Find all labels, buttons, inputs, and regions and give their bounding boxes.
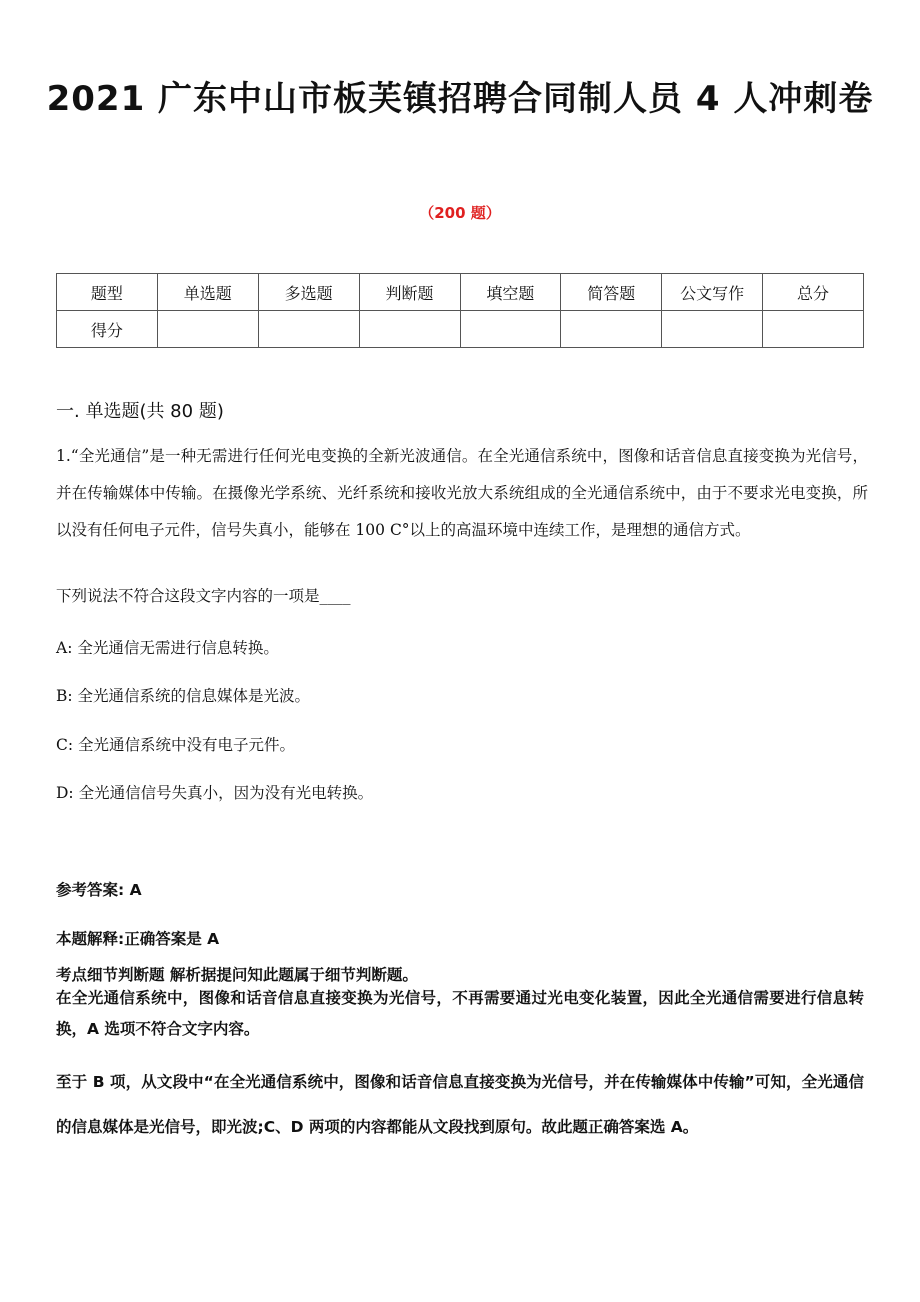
header-cell-single: 单选题 xyxy=(157,274,258,311)
header-cell-document-writing: 公文写作 xyxy=(662,274,763,311)
score-row-label: 得分 xyxy=(57,311,158,348)
explanation-heading: 本题解释:正确答案是 A xyxy=(56,930,220,948)
explanation-paragraph-1: 在全光通信系统中，图像和话音信息直接变换为光信号，不再需要通过光电变化装置，因此全光通信需要进行信息转换，A 选项不符合文字内容。 xyxy=(56,989,864,1038)
score-cell xyxy=(561,311,662,348)
header-cell-total: 总分 xyxy=(763,274,864,311)
header-cell-fill: 填空题 xyxy=(460,274,561,311)
score-cell xyxy=(460,311,561,348)
score-cell xyxy=(763,311,864,348)
option-c: C: 全光通信系统中没有电子元件。 xyxy=(56,736,296,754)
option-b: B: 全光通信系统的信息媒体是光波。 xyxy=(56,687,311,705)
header-cell-judge: 判断题 xyxy=(359,274,460,311)
score-cell xyxy=(359,311,460,348)
score-table xyxy=(56,273,864,348)
score-cell xyxy=(662,311,763,348)
header-cell-multiple: 多选题 xyxy=(258,274,359,311)
explanation-paragraph-2: 至于 B 项，从文段中“在全光通信系统中，图像和话音信息直接变换为光信号，并在传输媒体中传输”可知，全光通信的信息媒体是光信号，即光波;C、D 两项的内容都能从文段找到原句。故此题正确答案选 A。 xyxy=(56,1073,864,1136)
option-a: A: 全光通信无需进行信息转换。 xyxy=(56,639,279,657)
reference-answer: 参考答案: A xyxy=(56,881,142,899)
question-text: 1.“全光通信”是一种无需进行任何光电变换的全新光波通信。在全光通信系统中，图像和话音信息直接变换为光信号，并在传输媒体中传输。在摄像光学系统、光纤系统和接收光放大系统组成的全光通信系统中，由于不要求光电变换，所以没有任何电子元件，信号失真小，能够在 100 C°以上的高温环境中连续工作，是理想的通信方式。 xyxy=(56,447,868,539)
score-cell xyxy=(157,311,258,348)
question-prompt: 下列说法不符合这段文字内容的一项是____ xyxy=(56,587,351,605)
score-table-header-row xyxy=(57,274,864,311)
header-cell-short-answer: 简答题 xyxy=(561,274,662,311)
option-d: D: 全光通信信号失真小，因为没有光电转换。 xyxy=(56,784,374,802)
header-cell-type: 题型 xyxy=(57,274,158,311)
question-count: （200 题） xyxy=(419,204,501,222)
explanation-point: 考点细节判断题 解析据提问知此题属于细节判断题。 xyxy=(56,966,418,984)
score-table-score-row xyxy=(57,311,864,348)
score-cell xyxy=(258,311,359,348)
document-title: 2021 广东中山市板芙镇招聘合同制人员 4 人冲刺卷 xyxy=(46,79,874,119)
section-heading: 一. 单选题(共 80 题) xyxy=(56,401,224,422)
